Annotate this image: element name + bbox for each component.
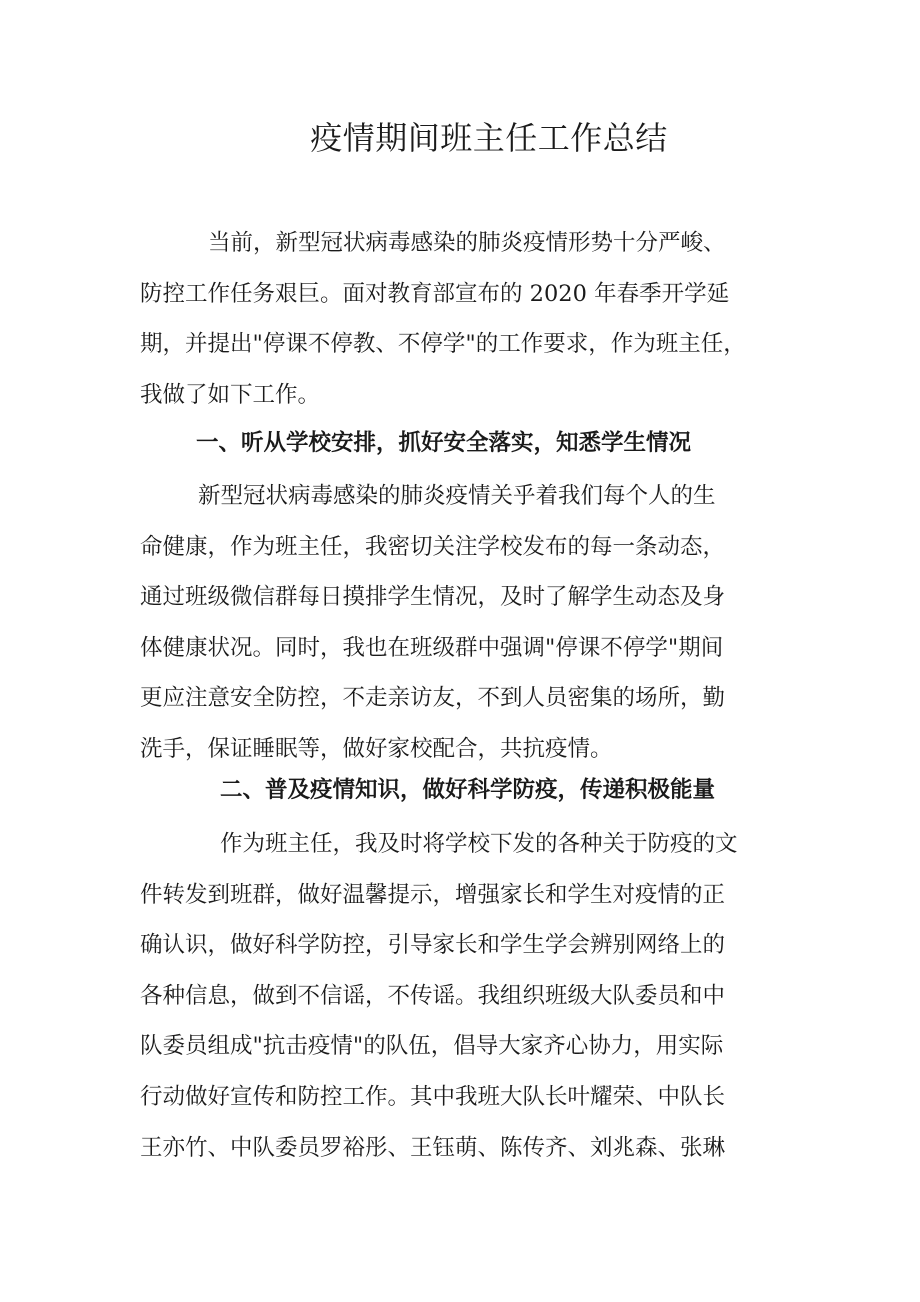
section2-line-2: 件转发到班群，做好温馨提示，增强家长和学生对疫情的正	[140, 881, 726, 908]
section1-heading: 一、听从学校安排，抓好安全落实，知悉学生情况	[196, 430, 692, 456]
section1-line-2: 命健康，作为班主任，我密切关注学校发布的每一条动态，	[140, 533, 726, 560]
intro-paragraph	[140, 218, 782, 420]
intro-line-2: 防控工作任务艰巨。面对教育部宣布的 2020 年春季开学延	[140, 280, 730, 307]
section2-heading: 二、普及疫情知识，做好科学防疫，传递积极能量	[220, 777, 716, 803]
section2-line-5: 队委员组成"抗击疫情"的队伍，倡导大家齐心协力，用实际	[140, 1033, 724, 1060]
section1-line-6: 洗手，保证睡眠等，做好家校配合，共抗疫情。	[140, 735, 613, 762]
intro-line-4: 我做了如下工作。	[140, 381, 321, 408]
section2-line-7: 王亦竹、中队委员罗裕彤、王钰萌、陈传齐、刘兆森、张琳	[140, 1134, 726, 1161]
section1-line-5: 更应注意安全防控，不走亲访友，不到人员密集的场所，勤	[140, 685, 726, 712]
section2-line-1: 作为班主任，我及时将学校下发的各种关于防疫的文	[220, 831, 738, 857]
section1-line-1: 新型冠状病毒感染的肺炎疫情关乎着我们每个人的生	[198, 483, 716, 509]
intro-line-3: 期，并提出"停课不停教、不停学"的工作要求，作为班主任，	[140, 331, 746, 358]
document-title: 疫情期间班主任工作总结	[310, 119, 668, 157]
section2-paragraph	[140, 819, 782, 1173]
section1-paragraph	[140, 471, 782, 775]
section2-line-4: 各种信息，做到不信谣，不传谣。我组织班级大队委员和中	[140, 982, 726, 1009]
section2-line-6: 行动做好宣传和防控工作。其中我班大队长叶耀荣、中队长	[140, 1083, 726, 1110]
section1-line-4: 体健康状况。同时，我也在班级群中强调"停课不停学"期间	[140, 634, 724, 661]
intro-line-1: 当前，新型冠状病毒感染的肺炎疫情形势十分严峻、	[208, 230, 726, 256]
section2-line-3: 确认识，做好科学防控，引导家长和学生学会辨别网络上的	[140, 932, 726, 959]
section1-line-3: 通过班级微信群每日摸排学生情况，及时了解学生动态及身	[140, 584, 726, 611]
